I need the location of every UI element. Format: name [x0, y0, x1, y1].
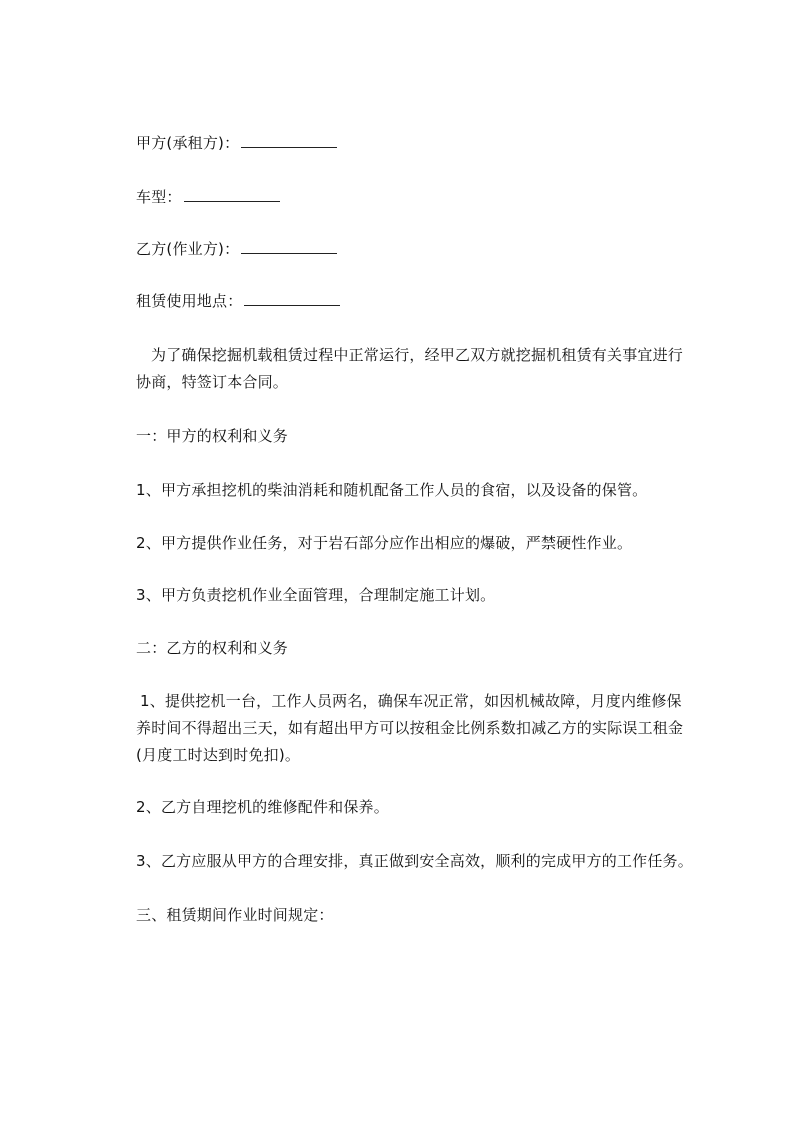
field-vehicle-type-blank	[184, 187, 280, 202]
section1-heading: 一：甲方的权利和义务	[136, 427, 289, 445]
section1-item-1: 1、甲方承担挖机的柴油消耗和随机配备工作人员的食宿，以及设备的保管。	[136, 481, 648, 499]
section2-item-3: 3、乙方应服从甲方的合理安排，真正做到安全高效，顺利的完成甲方的工作任务。	[136, 852, 693, 870]
intro-line-2: 协商，特签订本合同。	[136, 373, 289, 391]
section2-heading: 二：乙方的权利和义务	[136, 639, 289, 657]
field-location-blank	[244, 291, 340, 306]
section1-item-3: 3、甲方负责挖机作业全面管理，合理制定施工计划。	[136, 586, 496, 604]
field-lessee-label: 甲方(承租方)：	[136, 134, 240, 152]
field-lessee	[136, 133, 337, 153]
field-location-label: 租赁使用地点：	[136, 292, 243, 310]
section3-heading: 三、租赁期间作业时间规定：	[136, 906, 334, 924]
section2-item1-line-3: (月度工时达到时免扣)。	[136, 746, 301, 764]
field-operator-label: 乙方(作业方)：	[136, 240, 240, 258]
intro-line-1: 为了确保挖掘机载租赁过程中正常运行，经甲乙双方就挖掘机租赁有关事宜进行	[151, 346, 684, 364]
field-vehicle-type	[136, 187, 280, 207]
field-vehicle-type-label: 车型：	[136, 188, 182, 206]
field-operator	[136, 239, 337, 259]
section2-item1-line-2: 养时间不得超出三天，如有超出甲方可以按租金比例系数扣减乙方的实际误工租金	[136, 719, 684, 737]
section2-item-2: 2、乙方自理挖机的维修配件和保养。	[136, 798, 389, 816]
field-lessee-blank	[241, 133, 337, 148]
field-operator-blank	[241, 239, 337, 254]
field-location	[136, 291, 340, 311]
section2-item1-line-1: 1、提供挖机一台，工作人员两名，确保车况正常，如因机械故障，月度内维修保	[140, 692, 682, 710]
section1-item-2: 2、甲方提供作业任务，对于岩石部分应作出相应的爆破，严禁硬性作业。	[136, 534, 633, 552]
